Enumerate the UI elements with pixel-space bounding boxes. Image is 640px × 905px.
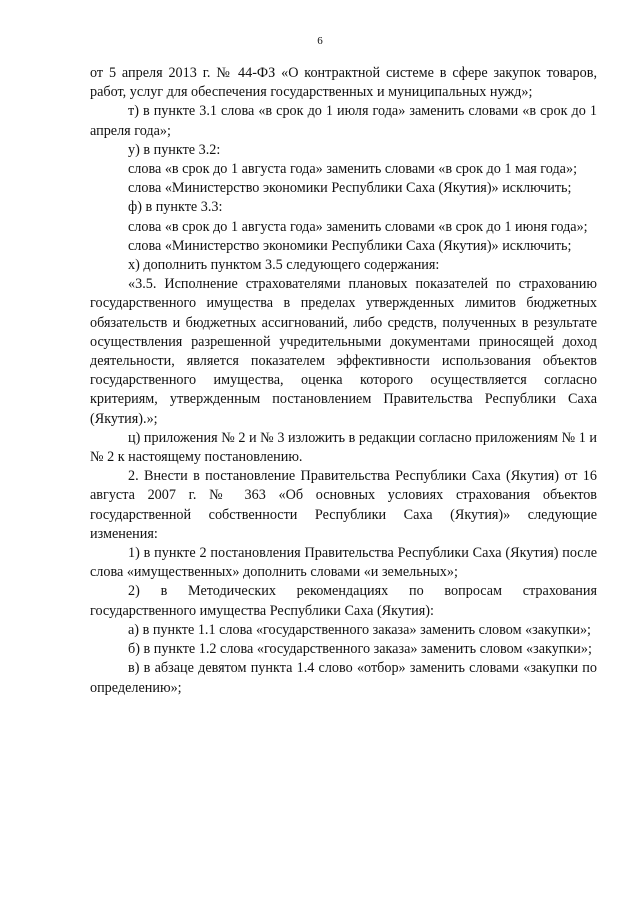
paragraph-10: «3.5. Исполнение страхователями плановых показателей по страхованию государственного имущества в пределах утвержденных лимитов бюджетных обязательств и бюджетных ассигнований, либо средств, полученных в результате осуществления разрешенной учредительными документами приносящей доход деятельности, является показателем эффективности использования объектов государственного имущества, оценка которого осуществляется согласно критериям, утвержденным постановлением Правительства Республики Саха (Якутия).»; (90, 276, 597, 427)
paragraph-5: слова «Министерство экономики Республики Саха (Якутия)» исключить; (128, 180, 572, 197)
paragraph-1: от 5 апреля 2013 г. № 44-ФЗ «О контрактной системе в сфере закупок товаров, работ, услуг для обеспечения государственных и муниципальных нужд»; (90, 65, 597, 101)
paragraph-16: б) в пункте 1.2 слова «государственного заказа» заменить словом «закупки»; (128, 641, 592, 658)
paragraph-12: 2. Внести в постановление Правительства Республики Саха (Якутия) от 16 августа 2007 г. № 363 «Об основных условиях страхования объектов государственной собственности Республики Саха (Якутия)» следующие изменения: (90, 468, 597, 542)
paragraph-13: 1) в пункте 2 постановления Правительства Республики Саха (Якутия) после слова «имущественных» дополнить словами «и земельных»; (90, 545, 597, 581)
paragraph-15: а) в пункте 1.1 слова «государственного заказа» заменить словом «закупки»; (128, 621, 591, 638)
paragraph-6: ф) в пункте 3.3: (128, 199, 223, 216)
paragraph-14: 2) в Методических рекомендациях по вопросам страхования государственного имущества Республики Саха (Якутия): (90, 583, 597, 619)
document-body (90, 64, 597, 698)
paragraph-7: слова «в срок до 1 августа года» заменить словами «в срок до 1 июня года»; (128, 218, 588, 235)
paragraph-9: х) дополнить пунктом 3.5 следующего содержания: (128, 257, 440, 274)
paragraph-4: слова «в срок до 1 августа года» заменить словами «в срок до 1 мая года»; (128, 161, 578, 178)
page-number: 6 (317, 35, 323, 47)
paragraph-8: слова «Министерство экономики Республики Саха (Якутия)» исключить; (128, 237, 572, 254)
paragraph-2: т) в пункте 3.1 слова «в срок до 1 июля года» заменить словами «в срок до 1 апреля года»; (90, 103, 597, 139)
paragraph-3: у) в пункте 3.2: (128, 141, 221, 158)
paragraph-11: ц) приложения № 2 и № 3 изложить в редакции согласно приложениям № 1 и № 2 к настоящему постановлению. (90, 429, 597, 466)
paragraph-17: в) в абзаце девятом пункта 1.4 слово «отбор» заменить словами «закупки по определению»; (90, 660, 597, 696)
